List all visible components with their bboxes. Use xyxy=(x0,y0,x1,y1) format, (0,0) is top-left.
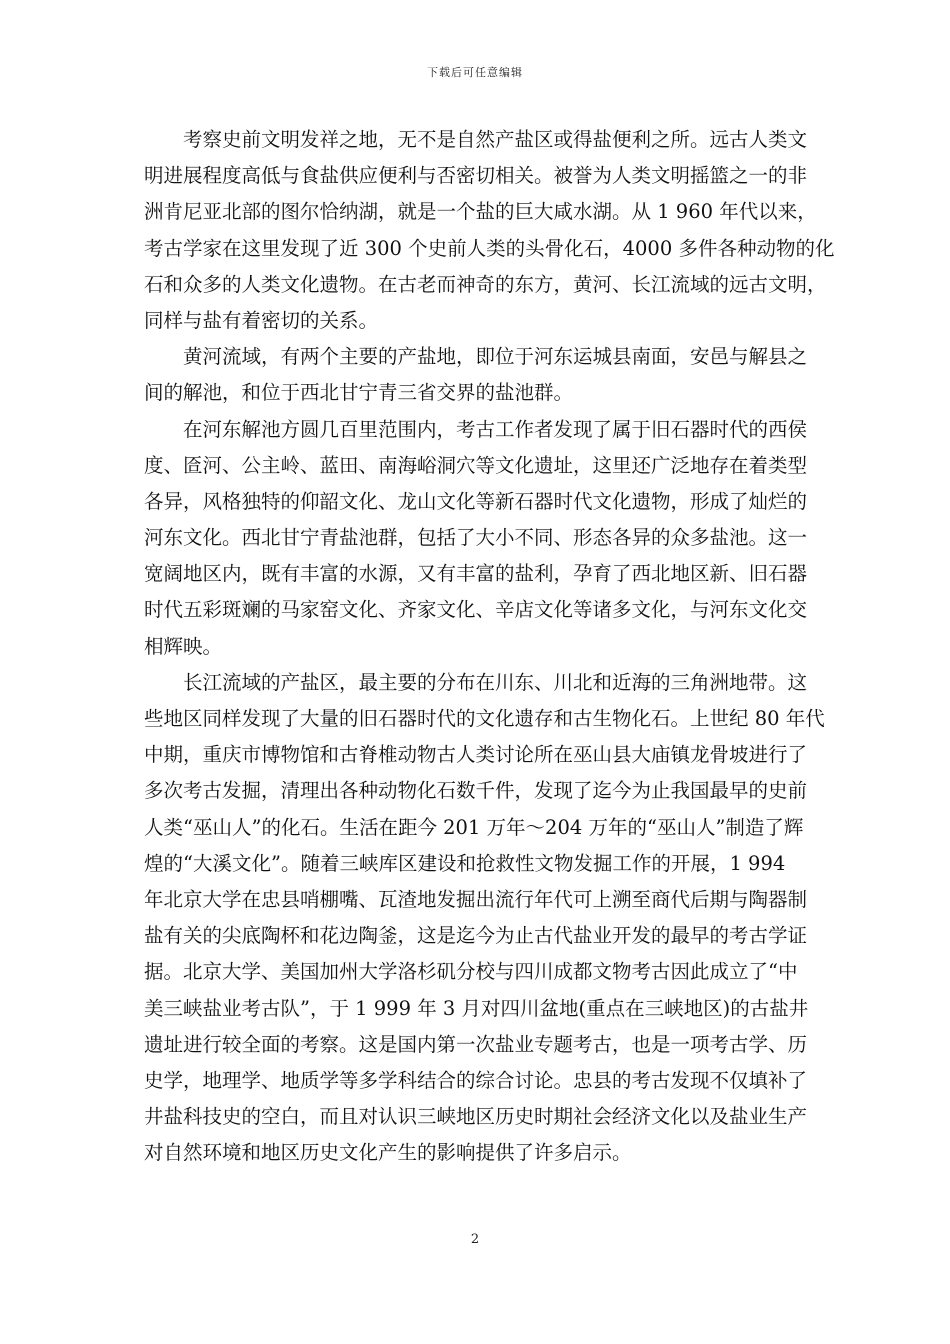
text-line: 时代五彩斑斓的马家窑文化、齐家文化、辛店文化等诸多文化，与河东文化交 xyxy=(144,598,808,622)
document-body xyxy=(144,122,835,1171)
text-line: 洲肯尼亚北部的图尔恰纳湖，就是一个盐的巨大咸水湖。从 1 960 年代以来， xyxy=(144,200,817,224)
paragraph xyxy=(144,665,825,1172)
text-line: 些地区同样发现了大量的旧石器时代的文化遗存和古生物化石。上世纪 80 年代 xyxy=(144,707,825,730)
text-line: 井盐科技史的空白，而且对认识三峡地区历史时期社会经济文化以及盐业生产 xyxy=(144,1105,808,1129)
text-line: 度、匼河、公主岭、蓝田、南海峪洞穴等文化遗址，这里还广泛地存在着类型 xyxy=(144,453,808,477)
text-line: 河东文化。西北甘宁青盐池群，包括了大小不同、形态各异的众多盐池。这一 xyxy=(144,526,808,550)
text-line: 煌的“大溪文化”。随着三峡库区建设和抢救性文物发掘工作的开展，1 994 xyxy=(144,851,786,875)
text-line: 人类“巫山人”的化石。生活在距今 201 万年～204 万年的“巫山人”制造了辉 xyxy=(144,815,804,839)
paragraph xyxy=(144,122,835,339)
paragraph xyxy=(144,339,808,411)
text-line: 宽阔地区内，既有丰富的水源，又有丰富的盐利，孕育了西北地区新、旧石器 xyxy=(144,562,808,586)
text-line: 石和众多的人类文化遗物。在古老而神奇的东方，黄河、长江流域的远古文明， xyxy=(144,272,827,296)
text-line: 对自然环境和地区历史文化产生的影响提供了许多启示。 xyxy=(144,1141,632,1165)
text-line: 在河东解池方圆几百里范围内，考古工作者发现了属于旧石器时代的西侯 xyxy=(144,417,808,441)
text-line: 同样与盐有着密切的关系。 xyxy=(144,308,379,332)
text-line: 各异，风格独特的仰韶文化、龙山文化等新石器时代文化遗物，形成了灿烂的 xyxy=(144,489,808,513)
text-line: 年北京大学在忠县哨棚嘴、瓦渣地发掘出流行年代可上溯至商代后期与陶器制 xyxy=(144,887,808,911)
text-line: 考古学家在这里发现了近 300 个史前人类的头骨化石，4000 多件各种动物的化 xyxy=(144,236,835,260)
text-line: 据。北京大学、美国加州大学洛杉矶分校与四川成都文物考古因此成立了“中 xyxy=(144,960,798,984)
text-line: 长江流域的产盐区，最主要的分布在川东、川北和近海的三角洲地带。这 xyxy=(144,670,808,694)
text-line: 相辉映。 xyxy=(144,634,223,658)
text-line: 遗址进行较全面的考察。这是国内第一次盐业专题考古，也是一项考古学、历 xyxy=(144,1032,808,1056)
text-line: 盐有关的尖底陶杯和花边陶釜，这是迄今为止古代盐业开发的最早的考古学证 xyxy=(144,924,808,948)
text-line: 黄河流域，有两个主要的产盐地，即位于河东运城县南面，安邑与解县之 xyxy=(144,345,808,369)
paragraph xyxy=(144,412,808,665)
text-line: 间的解池，和位于西北甘宁青三省交界的盐池群。 xyxy=(144,381,574,405)
text-line: 明进展程度高低与食盐供应便利与否密切相关。被誉为人类文明摇篮之一的非 xyxy=(144,164,808,188)
text-line: 多次考古发掘，清理出各种动物化石数千件，发现了迄今为止我国最早的史前 xyxy=(144,779,808,803)
text-line: 考察史前文明发祥之地，无不是自然产盐区或得盐便利之所。远古人类文 xyxy=(144,128,808,151)
text-line: 中期，重庆市博物馆和古脊椎动物古人类讨论所在巫山县大庙镇龙骨坡进行了 xyxy=(144,743,808,767)
page-number: 2 xyxy=(470,1232,480,1247)
text-line: 美三峡盐业考古队”，于 1 999 年 3 月对四川盆地(重点在三峡地区)的古盐井 xyxy=(144,996,809,1020)
text-line: 史学，地理学、地质学等多学科结合的综合讨论。忠县的考古发现不仅填补了 xyxy=(144,1068,808,1092)
page-header: 下载后可任意编辑 xyxy=(427,66,523,79)
